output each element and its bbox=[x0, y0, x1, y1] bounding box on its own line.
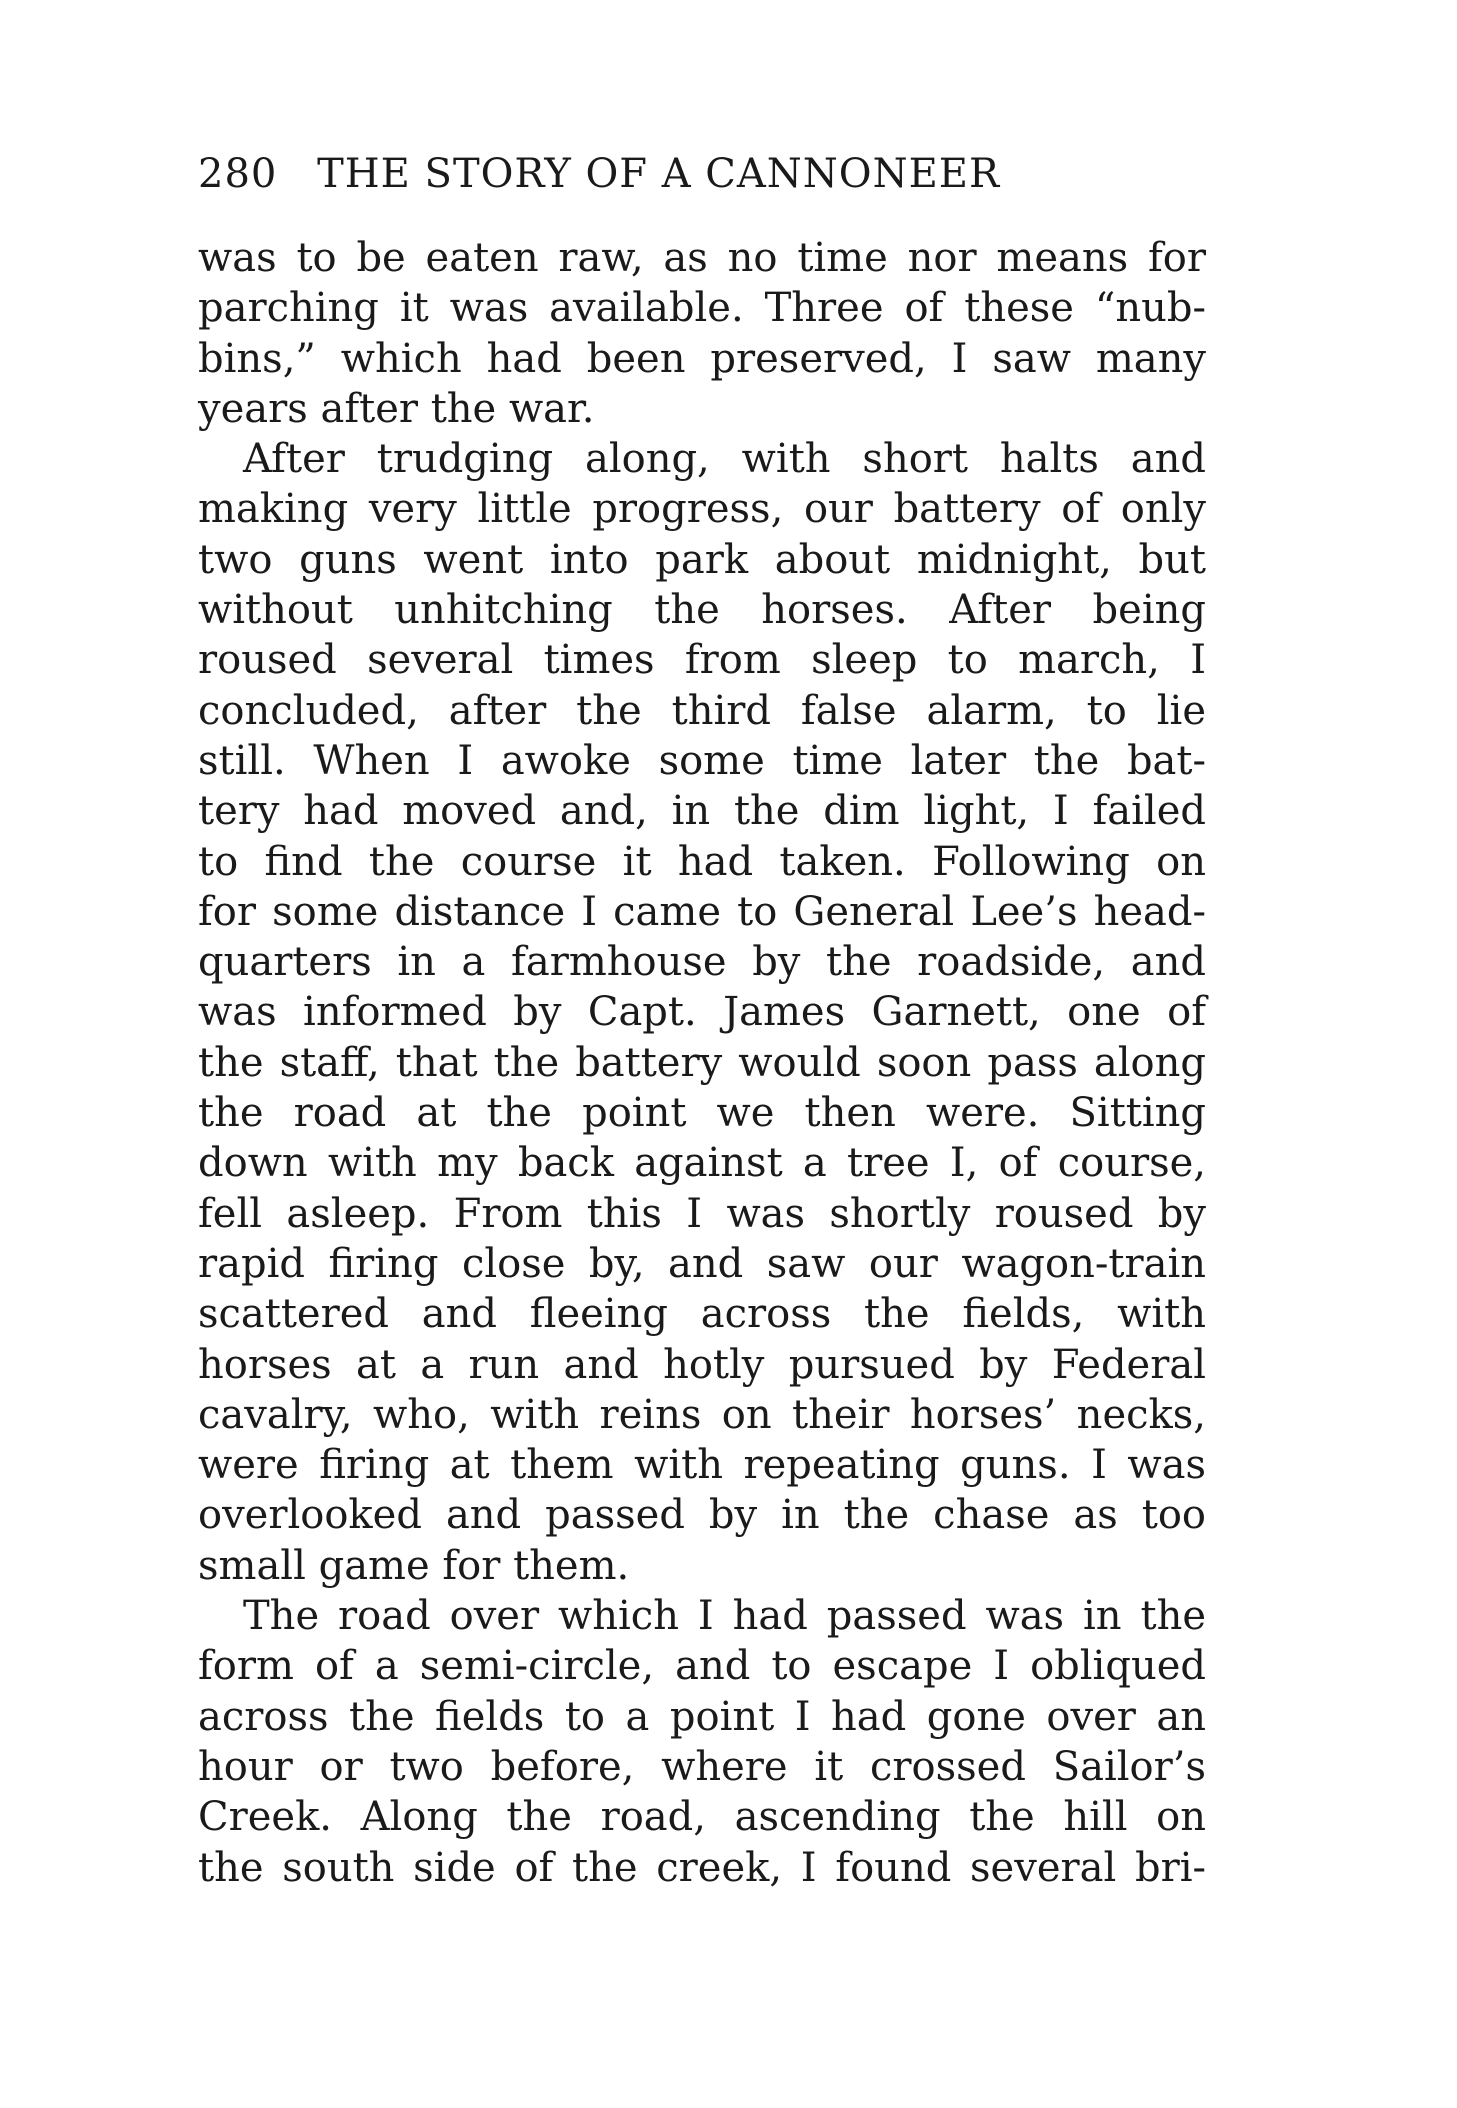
text-line: across the fields to a point I had gone over an bbox=[198, 1693, 1206, 1740]
text-line: small game for them. bbox=[198, 1542, 630, 1589]
text-line: the staff, that the battery would soon pass along bbox=[198, 1039, 1206, 1086]
body-text bbox=[198, 233, 1206, 1893]
text-line: to find the course it had taken. Following on bbox=[198, 838, 1206, 885]
running-head bbox=[198, 150, 1000, 198]
text-line: the south side of the creek, I found several bri- bbox=[198, 1844, 1206, 1891]
text-line: parching it was available. Three of these “nub- bbox=[198, 285, 1206, 332]
text-line: without unhitching the horses. After being bbox=[198, 587, 1206, 634]
text-line: down with my back against a tree I, of course, bbox=[198, 1140, 1206, 1187]
text-line: was informed by Capt. James Garnett, one of bbox=[198, 989, 1206, 1036]
text-line: the road at the point we then were. Sitting bbox=[198, 1090, 1206, 1137]
text-line: fell asleep. From this I was shortly roused by bbox=[198, 1190, 1206, 1237]
text-line: was to be eaten raw, as no time nor means for bbox=[198, 235, 1206, 281]
text-line: two guns went into park about midnight, but bbox=[198, 536, 1206, 583]
text-line: tery had moved and, in the dim light, I failed bbox=[198, 788, 1206, 835]
text-line: hour or two before, where it crossed Sailor’s bbox=[198, 1743, 1206, 1790]
text-line: roused several times from sleep to march, I bbox=[198, 637, 1206, 684]
text-line: form of a semi-circle, and to escape I obliqued bbox=[198, 1643, 1206, 1690]
text-line: quarters in a farmhouse by the roadside, and bbox=[198, 939, 1206, 986]
text-line: bins,” which had been preserved, I saw many bbox=[198, 335, 1206, 382]
text-line: scattered and fleeing across the fields, with bbox=[198, 1291, 1206, 1338]
page-number: 280 bbox=[198, 151, 278, 197]
text-line: for some distance I came to General Lee’s head- bbox=[198, 888, 1206, 935]
text-line: concluded, after the third false alarm, to lie bbox=[198, 687, 1206, 734]
text-line: rapid firing close by, and saw our wagon-train bbox=[198, 1240, 1206, 1287]
text-line: cavalry, who, with reins on their horses’ necks, bbox=[198, 1391, 1206, 1438]
text-line: still. When I awoke some time later the bat- bbox=[198, 737, 1206, 784]
text-line: making very little progress, our battery of only bbox=[198, 486, 1206, 533]
paragraph-first-line: The road over which I had passed was in the bbox=[243, 1593, 1206, 1640]
text-line: Creek. Along the road, ascending the hill on bbox=[198, 1794, 1206, 1841]
text-line: horses at a run and hotly pursued by Federal bbox=[198, 1341, 1206, 1388]
text-line: overlooked and passed by in the chase as too bbox=[198, 1492, 1206, 1539]
text-line: were firing at them with repeating guns. I was bbox=[198, 1442, 1206, 1489]
running-title: THE STORY OF A CANNONEER bbox=[317, 151, 1001, 197]
paragraph-first-line: After trudging along, with short halts and bbox=[243, 436, 1206, 483]
text-line: years after the war. bbox=[198, 385, 595, 432]
